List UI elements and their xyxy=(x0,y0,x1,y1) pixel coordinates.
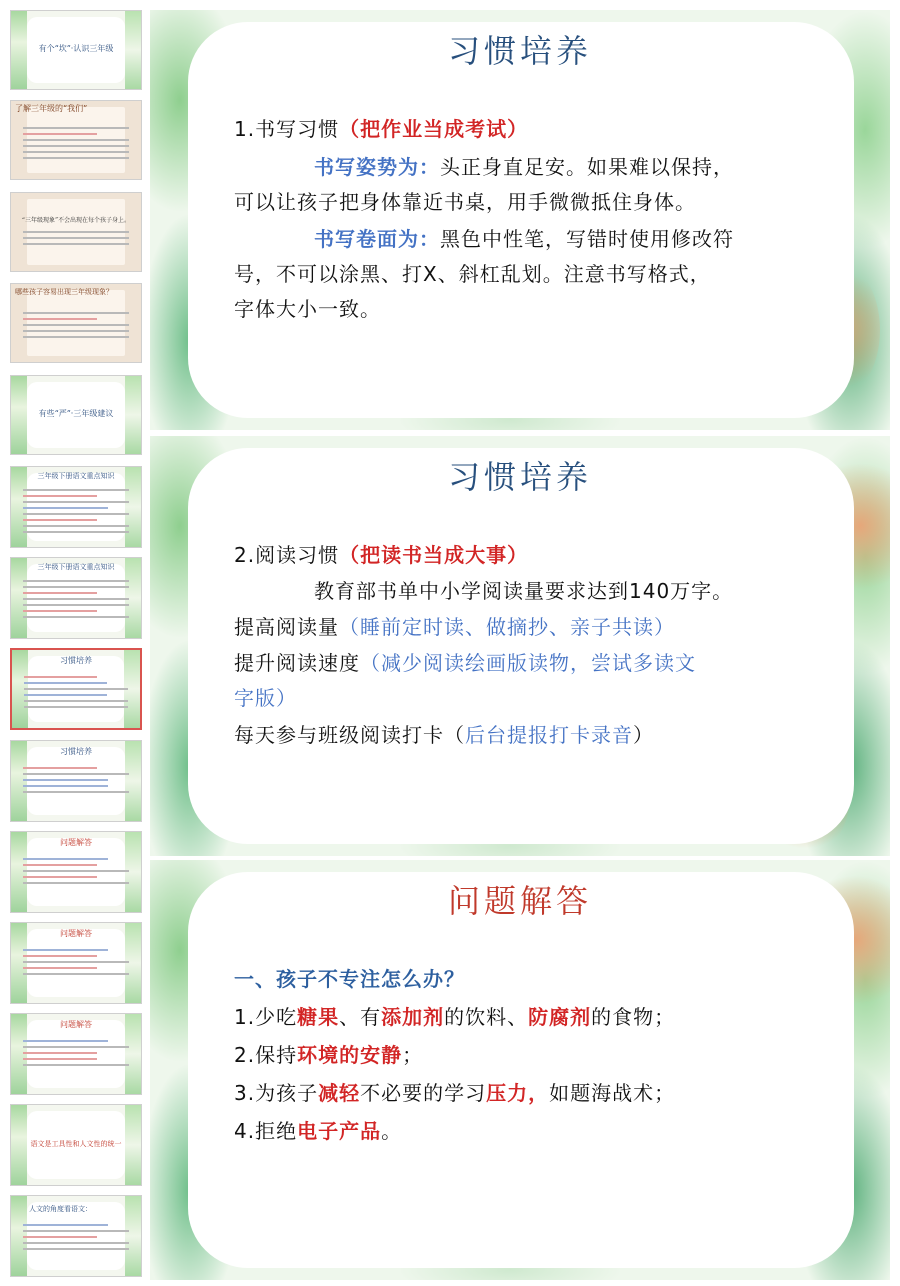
answer-highlight: 防腐剂 xyxy=(528,1005,592,1029)
answer-text: 不必要的学习 xyxy=(360,1081,487,1105)
answer-highlight: 减轻 xyxy=(318,1081,361,1105)
answer-highlight: 环境的安静 xyxy=(297,1043,403,1067)
heading-note: （把读书当成大事） xyxy=(339,543,529,567)
slide-thumbnail-12[interactable] xyxy=(10,1013,142,1095)
thumbnail-title: 有些“严”·三年级建议 xyxy=(38,409,114,418)
thumbnail-title: 习惯培养 xyxy=(60,747,92,756)
slide-thumbnail-1[interactable] xyxy=(10,10,142,90)
checkin-close: ） xyxy=(633,723,654,747)
answer-highlight: 糖果 xyxy=(297,1005,340,1029)
answer-highlight: 电子产品 xyxy=(297,1119,382,1143)
slide-title: 习惯培养 xyxy=(447,458,592,496)
answer-text: 1.少吃 xyxy=(234,1005,298,1029)
neatness-text-1: 黑色中性笔，写错时使用修改符 xyxy=(440,227,734,251)
slide-thumbnail-4[interactable] xyxy=(10,283,142,363)
answer-text: 如题海战术； xyxy=(549,1081,676,1105)
answer-text: 3.为孩子 xyxy=(234,1081,319,1105)
slide-thumbnail-8-selected[interactable] xyxy=(10,648,142,730)
answer-text: 、有 xyxy=(339,1005,382,1029)
writing-neatness-paragraph xyxy=(234,222,834,327)
answer-text: 的食物； xyxy=(591,1005,676,1029)
checkin-text: 每天参与班级阅读打卡（ xyxy=(234,723,465,747)
heading-text: 1.书写习惯 xyxy=(234,117,340,141)
posture-text-2: 可以让孩子把身体靠近书桌，用手微微抵住身体。 xyxy=(234,190,696,214)
reading-speed-text: 提升阅读速度 xyxy=(234,651,360,675)
slide-thumbnail-panel xyxy=(0,0,148,1286)
answer-item-4 xyxy=(234,1114,402,1149)
reading-speed-tips: （减少阅读绘画版读物，尝试多读文 xyxy=(360,651,696,675)
reading-checkin-line xyxy=(234,718,654,753)
neatness-label: 书写卷面为： xyxy=(314,227,440,251)
checkin-tip: 后台提报打卡录音 xyxy=(465,723,633,747)
answer-highlight: 压力， xyxy=(486,1081,550,1105)
slide-thumbnail-13[interactable] xyxy=(10,1104,142,1186)
answer-text: 。 xyxy=(381,1119,403,1143)
slide-thumbnail-3[interactable] xyxy=(10,192,142,272)
slide-thumbnail-7[interactable] xyxy=(10,557,142,639)
slide-thumbnail-2[interactable] xyxy=(10,100,142,180)
heading-note: （把作业当成考试） xyxy=(339,117,529,141)
answer-highlight: 添加剂 xyxy=(381,1005,445,1029)
slide-thumbnail-14[interactable] xyxy=(10,1195,142,1277)
slide-title: 问题解答 xyxy=(447,882,592,920)
thumbnail-title: 习惯培养 xyxy=(60,656,92,665)
reading-speed-tips-cont: 字版） xyxy=(234,686,297,710)
thumbnail-title: 语文是工具性和人文性的统一 xyxy=(30,1140,122,1148)
reading-amount-text: 提高阅读量 xyxy=(234,615,339,639)
slide-qa xyxy=(150,860,890,1280)
reading-speed-line xyxy=(234,646,834,716)
writing-posture-paragraph xyxy=(234,150,834,220)
thumbnail-title: 了解三年级的“我们” xyxy=(15,104,88,113)
thumbnail-title: 问题解答 xyxy=(60,929,92,938)
neatness-text-3: 字体大小一致。 xyxy=(234,297,381,321)
answer-text: 4.拒绝 xyxy=(234,1119,298,1143)
slide-habit-writing xyxy=(150,10,890,430)
answer-text: ； xyxy=(402,1043,424,1067)
answer-item-1 xyxy=(234,1000,675,1035)
question-heading: 一、孩子不专注怎么办？ xyxy=(234,967,465,991)
answer-item-2 xyxy=(234,1038,423,1073)
reading-amount-line xyxy=(234,610,675,645)
slide-thumbnail-5[interactable] xyxy=(10,375,142,455)
thumbnail-title: “三年级现象”不会出现在每个孩子身上。 xyxy=(21,217,131,224)
thumbnail-title: 人文的角度看语文： xyxy=(29,1205,92,1213)
slide-thumbnail-6[interactable] xyxy=(10,466,142,548)
thumbnail-title: 问题解答 xyxy=(60,838,92,847)
thumbnail-title: 问题解答 xyxy=(60,1020,92,1029)
answer-text: 2.保持 xyxy=(234,1043,298,1067)
neatness-text-2: 号，不可以涂黑、打X、斜杠乱划。注意书写格式， xyxy=(234,262,711,286)
posture-text-1: 头正身直足安。如果难以保持， xyxy=(440,155,734,179)
reading-amount-tips: （睡前定时读、做摘抄、亲子共读） xyxy=(339,615,675,639)
answer-item-3 xyxy=(234,1076,675,1111)
heading-text: 2.阅读习惯 xyxy=(234,543,340,567)
answer-text: 的饮料、 xyxy=(444,1005,529,1029)
slide-thumbnail-10[interactable] xyxy=(10,831,142,913)
writing-habit-heading xyxy=(234,112,528,147)
thumbnail-title: 三年级下册语文重点知识 xyxy=(37,563,115,571)
slide-thumbnail-9[interactable] xyxy=(10,740,142,822)
thumbnail-title: 有个“坎”·认识三年级 xyxy=(38,44,114,53)
posture-label: 书写姿势为： xyxy=(314,155,440,179)
reading-habit-heading xyxy=(234,538,528,573)
thumbnail-title: 三年级下册语文重点知识 xyxy=(37,472,115,480)
reading-requirement-line: 教育部书单中小学阅读量要求达到140万字。 xyxy=(314,579,734,603)
thumbnail-title: 哪些孩子容易出现三年级现象？ xyxy=(15,288,113,296)
slide-thumbnail-11[interactable] xyxy=(10,922,142,1004)
slide-title: 习惯培养 xyxy=(447,32,592,70)
slide-habit-reading xyxy=(150,436,890,856)
content-card xyxy=(188,22,854,418)
